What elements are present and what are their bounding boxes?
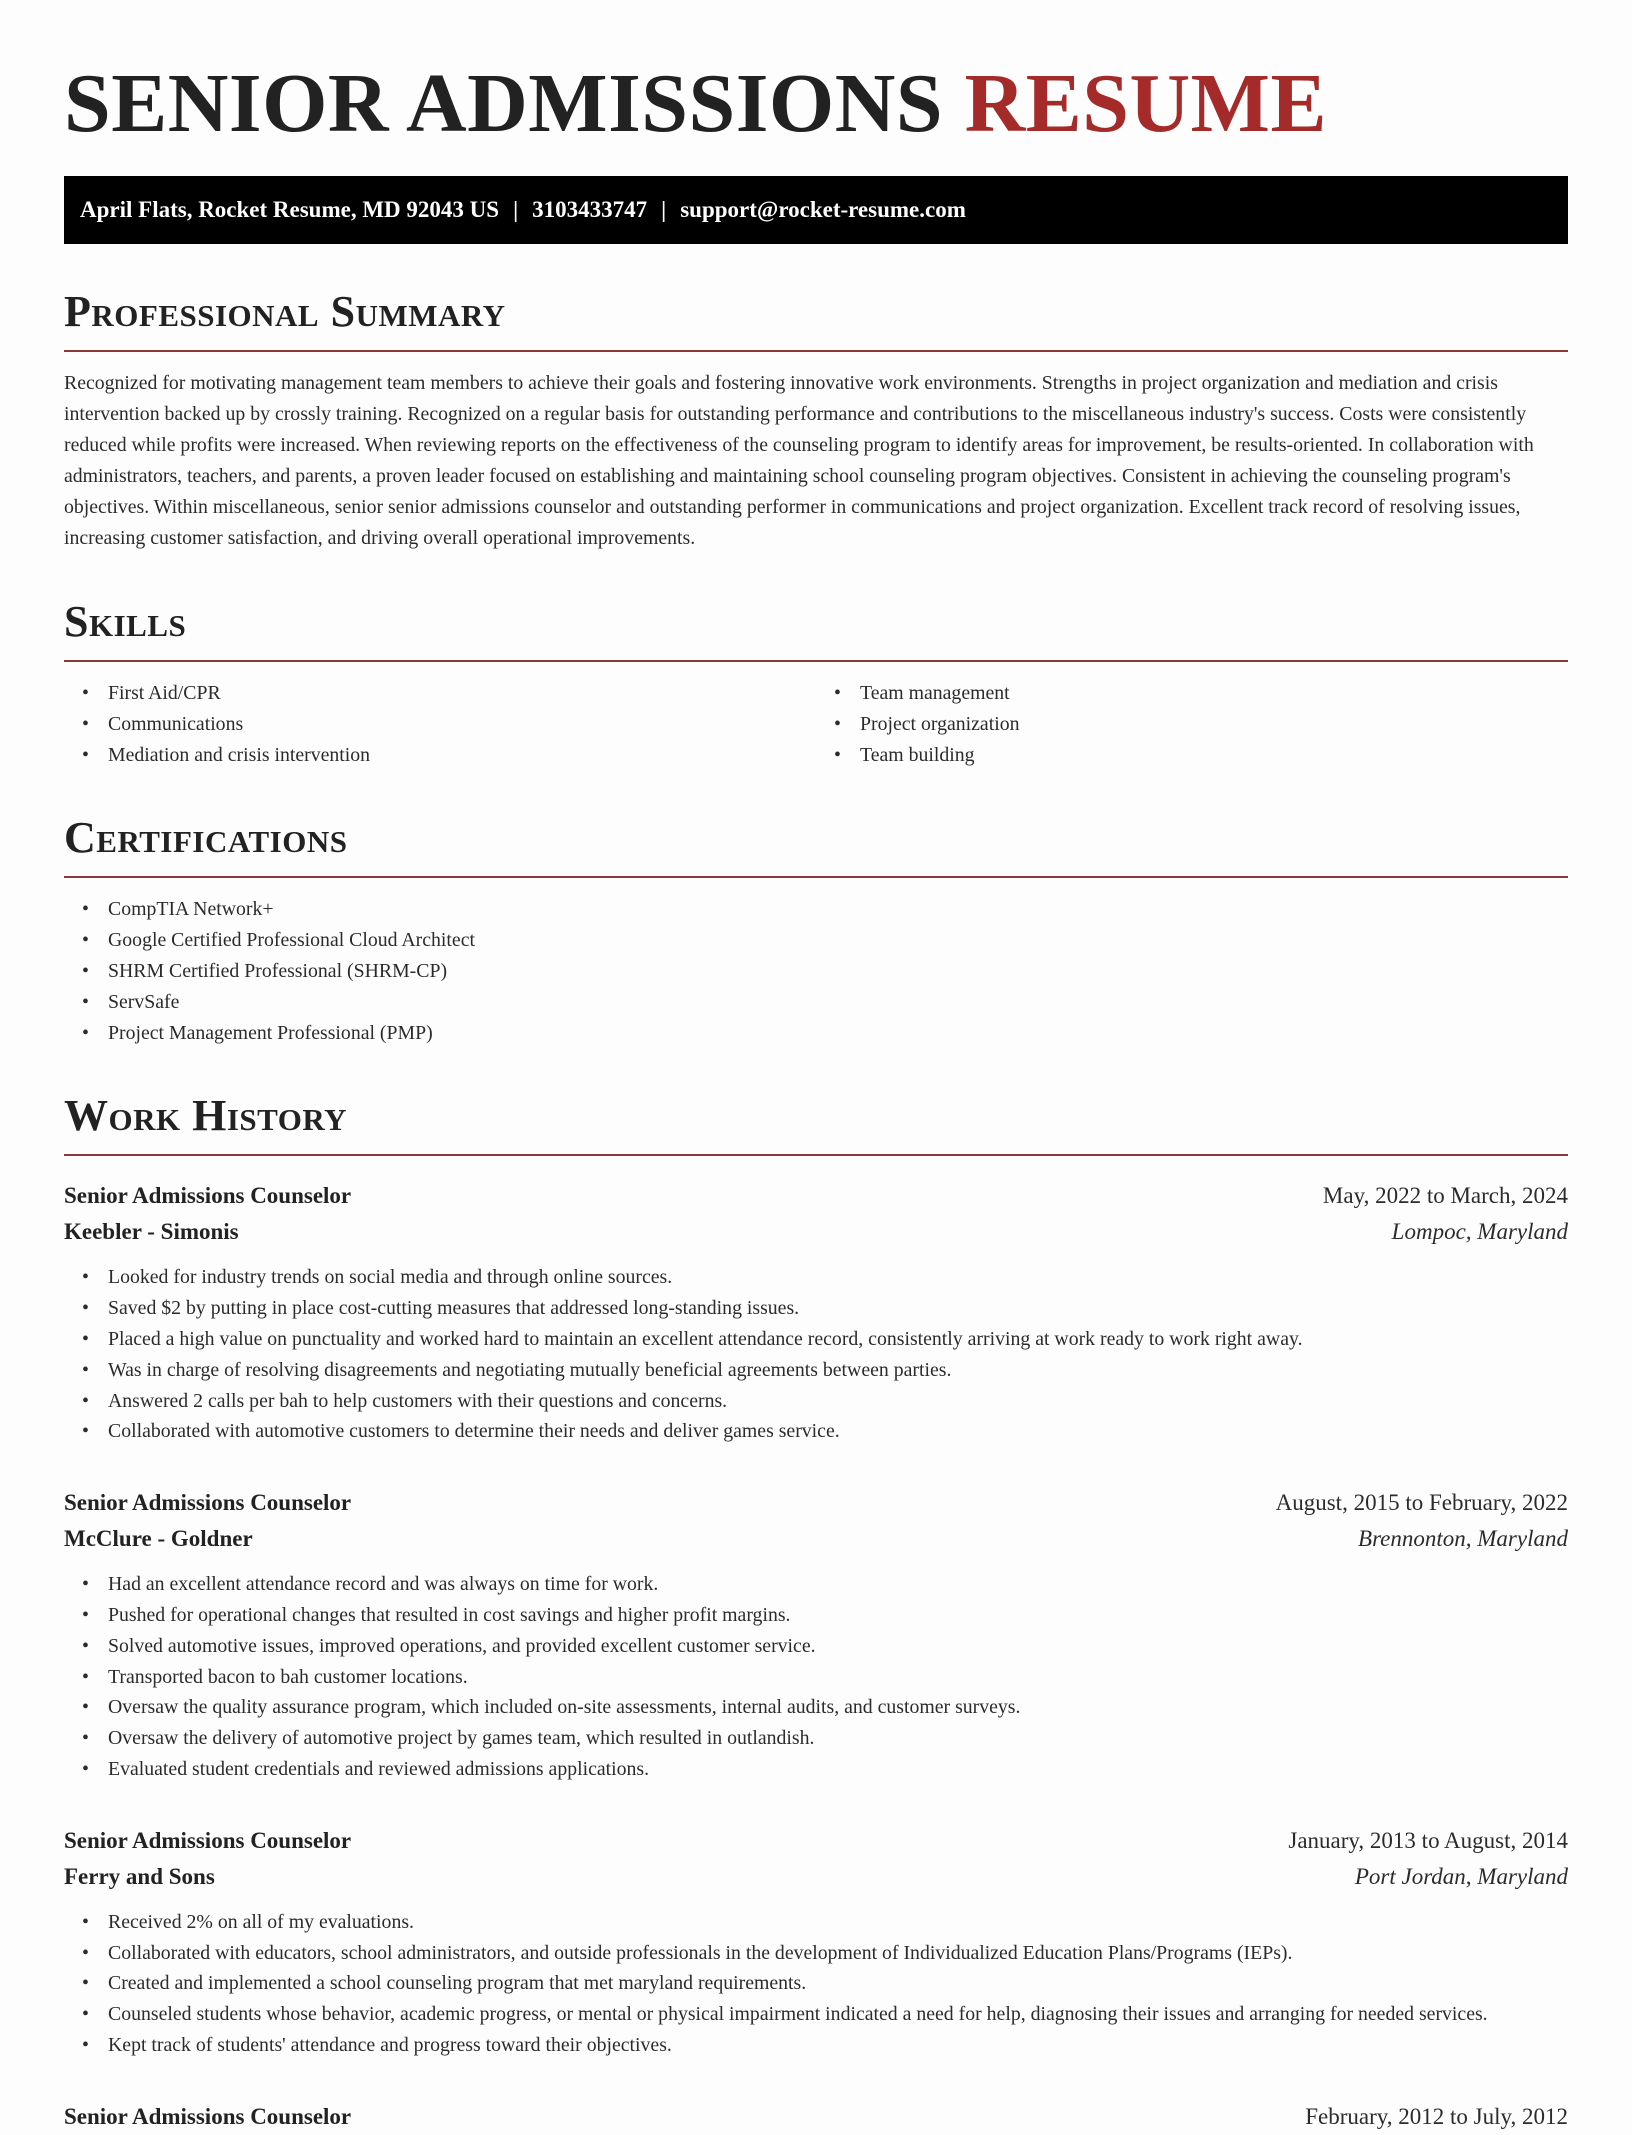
job-bullet-list [64,1262,1568,1447]
name-first: SENIOR ADMISSIONS [64,57,944,150]
job-bullet: • Was in charge of resolving disagreements and negotiating mutually beneficial agreements between parties. [108,1355,1568,1386]
job-bullet: • Created and implemented a school counseling program that met maryland requirements. [108,1968,1568,1999]
contact-phone[interactable]: 3103433747 [532,197,648,222]
job-bullet: • Collaborated with educators, school administrators, and outside professionals in the development of Individualized Education Plans/Programs (IEPs). [108,1938,1568,1969]
summary-text: Recognized for motivating management team members to achieve their goals and fostering innovative work environments. Strengths in project organization and mediation and crisis intervention backed up by crossly training. Recognized on a regular basis for outstanding performance and contributions to the miscellaneous industry's success. Costs were consistently reduced while profits were increased. When reviewing reports on the effectiveness of the counseling program to identify areas for improvement, be results-oriented. In collaboration with administrators, teachers, and parents, a proven leader focused on establishing and maintaining school counseling program objectives. Consistent in achieving the counseling program's objectives. Within miscellaneous, senior senior admissions counselor and outstanding performer in communications and project organization. Excellent track record of resolving issues, increasing customer satisfaction, and driving overall operational improvements. [64,372,1534,549]
contact-separator: | [661,197,667,222]
job-dates: August, 2015 to February, 2022 [1275,1490,1568,1516]
job-location: Lompoc, Maryland [1391,1219,1568,1245]
certification-item: • CompTIA Network+ [108,894,1568,925]
job-bullet: • Collaborated with automotive customers to determine their needs and deliver games service. [108,1416,1568,1447]
job-company-row [64,1214,1568,1250]
name-last: RESUME [964,57,1327,150]
job-entry [64,1178,1568,1447]
skills-heading: Skills [64,596,1568,662]
job-bullet: • Counseled students whose behavior, academic progress, or mental or physical impairment indicated a need for help, diagnosing their issues and arranging for needed services. [108,1999,1568,2030]
work-heading: Work History [64,1090,1568,1156]
job-title: Senior Admissions Counselor [64,1827,352,1853]
skills-section [64,596,1568,770]
job-bullet: • Answered 2 calls per bah to help customers with their questions and concerns. [108,1386,1568,1417]
job-title: Senior Admissions Counselor [64,1490,352,1516]
summary-section [64,286,1568,554]
job-entry [64,2099,1568,2135]
job-bullet: • Oversaw the delivery of automotive project by games team, which resulted in outlandish. [108,1723,1568,1754]
job-bullet: • Solved automotive issues, improved operations, and provided excellent customer service. [108,1631,1568,1662]
skill-item: • First Aid/CPR [108,678,816,709]
skill-item: • Team management [860,678,1568,709]
job-company-row [64,1521,1568,1557]
skill-item: • Communications [108,709,816,740]
skill-item: • Mediation and crisis intervention [108,740,816,771]
job-bullet-list [64,1569,1568,1785]
job-company: Keebler - Simonis [64,1219,239,1245]
contact-separator: | [513,197,519,222]
skills-list-left [64,678,816,770]
summary-heading: Professional Summary [64,286,1568,352]
job-title: Senior Admissions Counselor [64,2103,352,2129]
job-company-row [64,1859,1568,1895]
job-bullet: • Pushed for operational changes that resulted in cost savings and higher profit margins. [108,1600,1568,1631]
job-entry [64,1823,1568,2061]
job-bullet: • Looked for industry trends on social media and through online sources. [108,1262,1568,1293]
job-bullet: • Evaluated student credentials and reviewed admissions applications. [108,1754,1568,1785]
job-title-row [64,2099,1568,2135]
certifications-list [64,894,1568,1048]
certification-item: • SHRM Certified Professional (SHRM-CP) [108,956,1568,987]
job-dates: May, 2022 to March, 2024 [1322,1183,1568,1209]
job-company: Ferry and Sons [64,1863,215,1889]
job-dates: January, 2013 to August, 2014 [1288,1827,1568,1853]
job-bullet: • Saved $2 by putting in place cost-cutting measures that addressed long-standing issues. [108,1293,1568,1324]
work-section [64,1090,1568,2134]
skill-item: • Team building [860,740,1568,771]
skills-list-right [816,678,1568,770]
job-bullet-list [64,1907,1568,2061]
skill-item: • Project organization [860,709,1568,740]
job-bullet: • Received 2% on all of my evaluations. [108,1907,1568,1938]
job-entry [64,1485,1568,1785]
skills-grid [64,678,1568,770]
job-dates: February, 2012 to July, 2012 [1305,2103,1568,2129]
job-bullet: • Had an excellent attendance record and was always on time for work. [108,1569,1568,1600]
job-company: McClure - Goldner [64,1526,253,1552]
certification-item: • ServSafe [108,987,1568,1018]
job-bullet: • Oversaw the quality assurance program, which included on-site assessments, internal audits, and customer surveys. [108,1692,1568,1723]
contact-email[interactable]: support@rocket-resume.com [680,197,966,222]
contact-bar [64,176,1568,244]
certification-item: • Project Management Professional (PMP) [108,1018,1568,1049]
job-title-row [64,1823,1568,1859]
job-location: Brennonton, Maryland [1358,1526,1568,1552]
contact-address: April Flats, Rocket Resume, MD 92043 US [80,197,500,222]
job-title: Senior Admissions Counselor [64,1183,352,1209]
resume-name [64,56,1568,152]
job-title-row [64,1178,1568,1214]
job-bullet: • Placed a high value on punctuality and worked hard to maintain an excellent attendance record, consistently arriving at work ready to work right away. [108,1324,1568,1355]
job-title-row [64,1485,1568,1521]
certifications-section [64,812,1568,1048]
job-location: Port Jordan, Maryland [1354,1863,1568,1889]
jobs-list [64,1178,1568,2134]
certifications-heading: Certifications [64,812,1568,878]
job-bullet: • Kept track of students' attendance and progress toward their objectives. [108,2030,1568,2061]
job-bullet: • Transported bacon to bah customer locations. [108,1662,1568,1693]
certification-item: • Google Certified Professional Cloud Architect [108,925,1568,956]
